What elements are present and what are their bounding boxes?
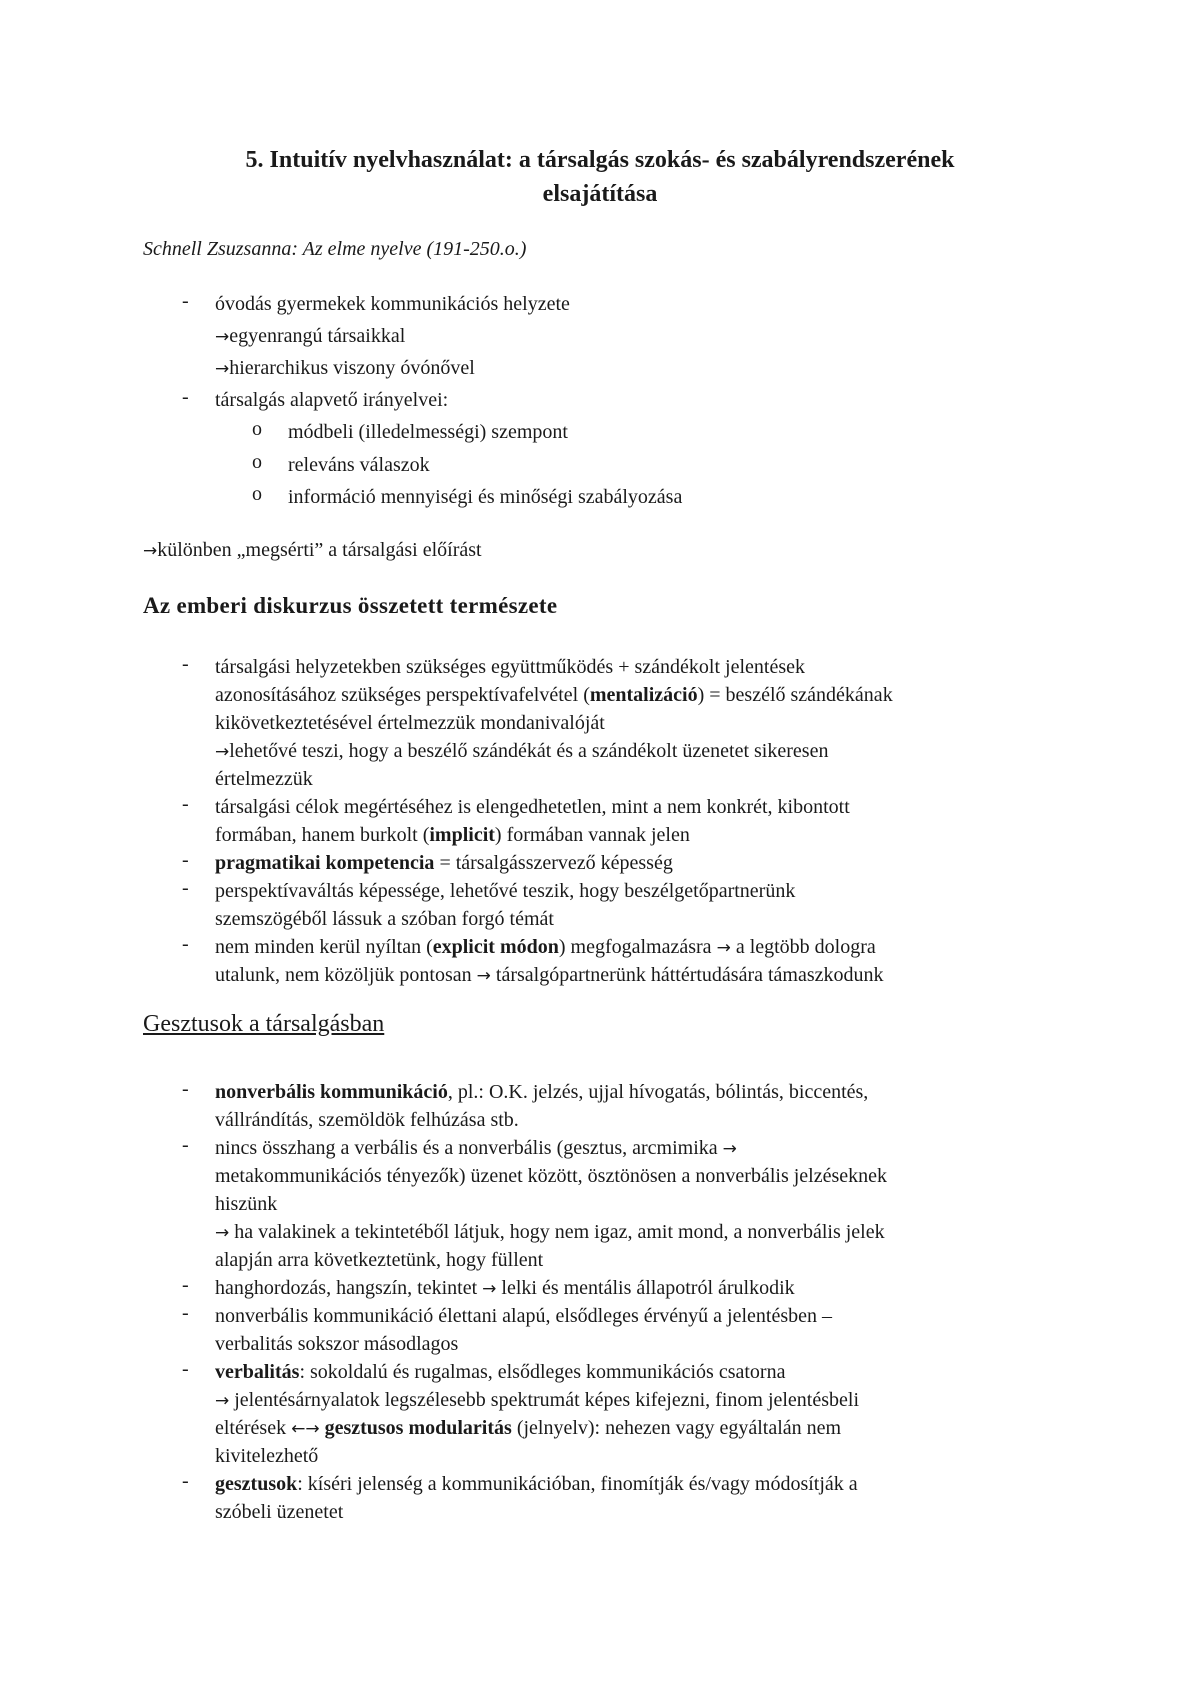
list-item: metakommunikációs tényezők) üzenet között, ösztönösen a nonverbális jelzéseknek [215,1165,888,1187]
bullet-dash: - [182,1274,189,1296]
list-item: →lehetővé teszi, hogy a beszélő szándékát és a szándékolt üzenetet sikeresen [215,740,829,762]
bullet-dash: - [182,1134,189,1156]
list-item: → ha valakinek a tekintetéből látjuk, hogy nem igaz, amit mond, a nonverbális jelek [215,1221,885,1243]
arrow-right-icon: → [476,966,491,986]
bullet-dash: - [182,793,189,815]
list-item: óvodás gyermekek kommunikációs helyzete [215,293,570,315]
list-item: kivitelezhető [215,1445,319,1467]
arrow-right-icon: → [482,1279,497,1299]
list-item: eltérések ←→ gesztusos modularitás (jelnyelv): nehezen vagy egyáltalán nem [215,1417,842,1439]
list-item: verbalitás: sokoldalú és rugalmas, elsődleges kommunikációs csatorna [215,1361,786,1383]
list-item: perspektívaváltás képessége, lehetővé teszik, hogy beszélgetőpartnerünk [215,880,796,902]
list-item: pragmatikai kompetencia = társalgásszervező képesség [215,852,673,874]
list-item: kikövetkeztetésével értelmezzük mondanivalóját [215,712,605,734]
list-item: →egyenrangú társaikkal [215,325,406,347]
list-item: társalgás alapvető irányelvei: [215,389,449,411]
list-item: szemszögéből lássuk a szóban forgó témát [215,908,554,930]
arrow-right-icon: → [215,359,230,379]
list-item: alapján arra következtetünk, hogy füllent [215,1249,544,1271]
list-item: gesztusok: kíséri jelenség a kommunikációban, finomítják és/vagy módosítják a [215,1473,858,1495]
arrow-right-icon: → [215,742,230,762]
list-item: társalgási helyzetekben szükséges együttműködés + szándékolt jelentések [215,656,805,678]
list-item: utalunk, nem közöljük pontosan → társalgópartnerünk háttértudására támaszkodunk [215,964,884,986]
arrow-right-icon: → [215,1391,230,1411]
note-line: →különben „megsérti” a társalgási előírást [143,539,482,561]
list-item: →hierarchikus viszony óvónővel [215,357,475,379]
title-line-1: 5. Intuitív nyelvhasználat: a társalgás szokás- és szabályrendszerének [245,147,955,173]
list-item: értelmezzük [215,768,313,790]
bullet-circle: o [252,483,262,505]
section-heading: Az emberi diskurzus összetett természete [143,593,558,618]
bullet-circle: o [252,451,262,473]
list-item: verbalitás sokszor másodlagos [215,1333,459,1355]
list-item: hiszünk [215,1193,278,1215]
list-item: nem minden kerül nyíltan (explicit módon) megfogalmazásra → a legtöbb dologra [215,936,876,958]
bullet-dash: - [182,877,189,899]
bullet-dash: - [182,1302,189,1324]
list-item: szóbeli üzenetet [215,1501,344,1523]
list-item: releváns válaszok [288,454,430,476]
arrow-right-icon: → [215,327,230,347]
list-item: nonverbális kommunikáció, pl.: O.K. jelzés, ujjal hívogatás, bólintás, biccentés, [215,1081,869,1103]
bullet-dash: - [182,933,189,955]
arrow-right-icon: → [716,938,731,958]
list-item: formában, hanem burkolt (implicit) formában vannak jelen [215,824,690,846]
bullet-dash: - [182,290,189,312]
bullet-dash: - [182,653,189,675]
bullet-dash: - [182,386,189,408]
bullet-dash: - [182,1358,189,1380]
arrow-both-icon: ←→ [291,1419,320,1439]
source-reference: Schnell Zsuzsanna: Az elme nyelve (191-250.o.) [143,238,527,260]
list-item: vállrándítás, szemöldök felhúzása stb. [215,1109,519,1131]
list-item: azonosításához szükséges perspektívafelvétel (mentalizáció) = beszélő szándékának [215,684,893,706]
page-title [150,143,1050,211]
arrow-right-icon: → [143,541,158,561]
bullet-dash: - [182,849,189,871]
list-item: információ mennyiségi és minőségi szabályozása [288,486,683,508]
section-heading: Gesztusok a társalgásban [143,1011,385,1037]
bullet-dash: - [182,1470,189,1492]
list-item: módbeli (illedelmességi) szempont [288,421,568,443]
list-item: hanghordozás, hangszín, tekintet → lelki és mentális állapotról árulkodik [215,1277,795,1299]
arrow-right-icon: → [722,1139,737,1159]
list-item: nonverbális kommunikáció élettani alapú, elsődleges érvényű a jelentésben – [215,1305,833,1327]
list-item: társalgási célok megértéséhez is elengedhetetlen, mint a nem konkrét, kibontott [215,796,850,818]
list-item: → jelentésárnyalatok legszélesebb spektrumát képes kifejezni, finom jelentésbeli [215,1389,860,1411]
title-line-2: elsajátítása [542,181,658,207]
list-item: nincs összhang a verbális és a nonverbális (gesztus, arcmimika → [215,1137,737,1159]
bullet-circle: o [252,418,262,440]
arrow-right-icon: → [215,1223,230,1243]
bullet-dash: - [182,1078,189,1100]
